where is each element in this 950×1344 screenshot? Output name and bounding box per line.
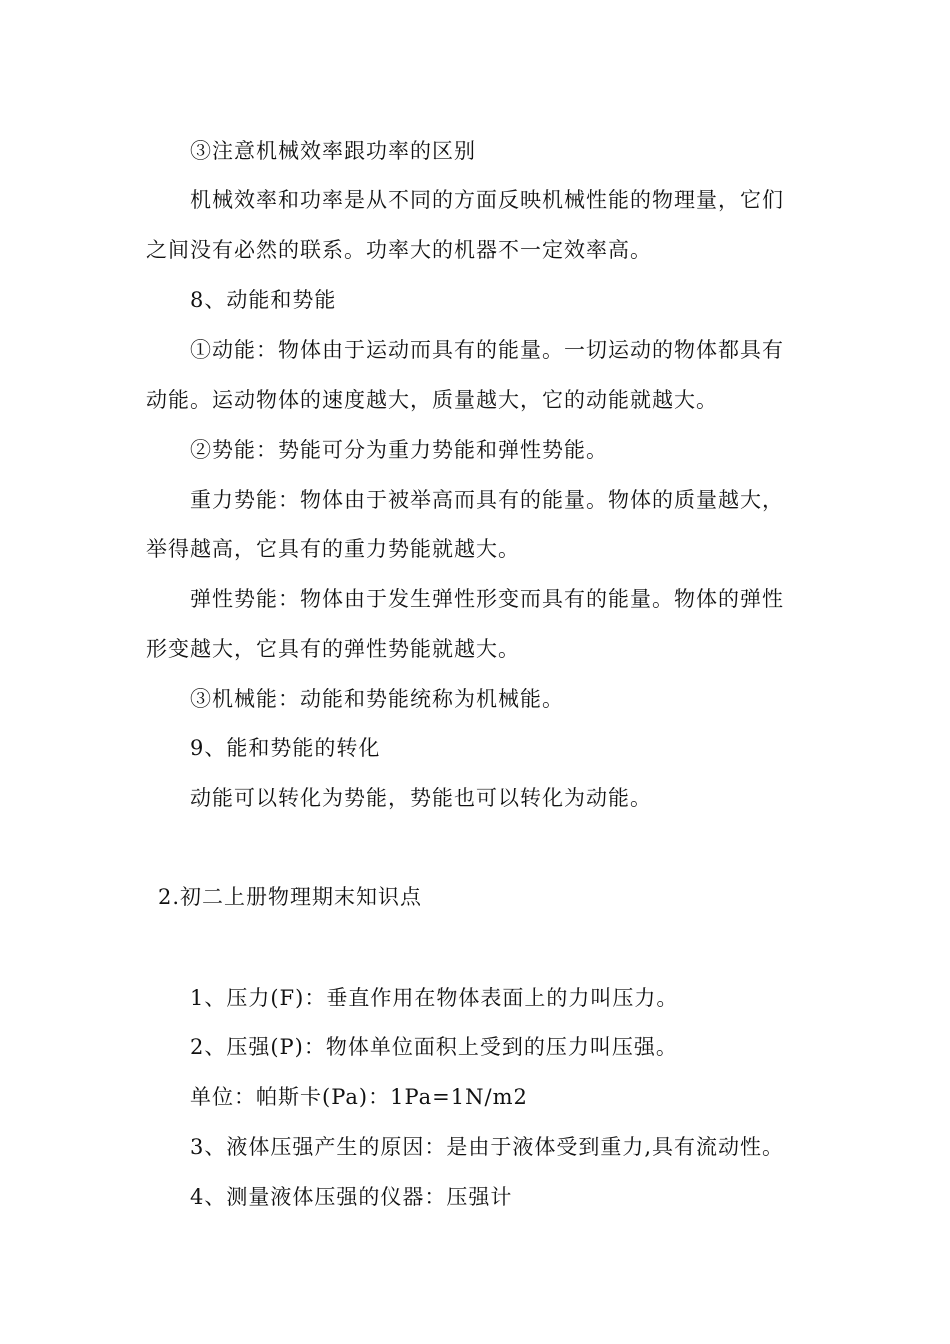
paragraph-line: 动能。运动物体的速度越大，质量越大，它的动能就越大。 bbox=[146, 388, 718, 412]
paragraph-line: 单位：帕斯卡(Pa)：1Pa=1N/m2 bbox=[190, 1085, 528, 1109]
paragraph-line: 2、压强(P)：物体单位面积上受到的压力叫压强。 bbox=[190, 1035, 678, 1059]
paragraph-line: 1、压力(F)：垂直作用在物体表面上的力叫压力。 bbox=[190, 986, 679, 1010]
paragraph-line: 举得越高，它具有的重力势能就越大。 bbox=[146, 537, 520, 561]
paragraph-line: ③机械能：动能和势能统称为机械能。 bbox=[190, 687, 564, 711]
paragraph-line: 3、液体压强产生的原因：是由于液体受到重力,具有流动性。 bbox=[190, 1135, 785, 1159]
paragraph-line: ①动能：物体由于运动而具有的能量。一切运动的物体都具有 bbox=[190, 338, 784, 362]
paragraph-line: ③注意机械效率跟功率的区别 bbox=[190, 139, 476, 163]
section-heading: 9、能和势能的转化 bbox=[190, 736, 381, 760]
section-heading: 8、动能和势能 bbox=[190, 288, 337, 312]
document-heading: 2.初二上册物理期末知识点 bbox=[158, 885, 423, 909]
paragraph-line: 之间没有必然的联系。功率大的机器不一定效率高。 bbox=[146, 238, 652, 262]
paragraph-line: 4、测量液体压强的仪器：压强计 bbox=[190, 1185, 513, 1209]
paragraph-line: 重力势能：物体由于被举高而具有的能量。物体的质量越大， bbox=[190, 488, 784, 512]
paragraph-line: 动能可以转化为势能，势能也可以转化为动能。 bbox=[190, 786, 652, 810]
paragraph-line: 弹性势能：物体由于发生弹性形变而具有的能量。物体的弹性 bbox=[190, 587, 784, 611]
paragraph-line: 形变越大，它具有的弹性势能就越大。 bbox=[146, 637, 520, 661]
paragraph-line: ②势能：势能可分为重力势能和弹性势能。 bbox=[190, 438, 608, 462]
paragraph-line: 机械效率和功率是从不同的方面反映机械性能的物理量，它们 bbox=[190, 188, 784, 212]
